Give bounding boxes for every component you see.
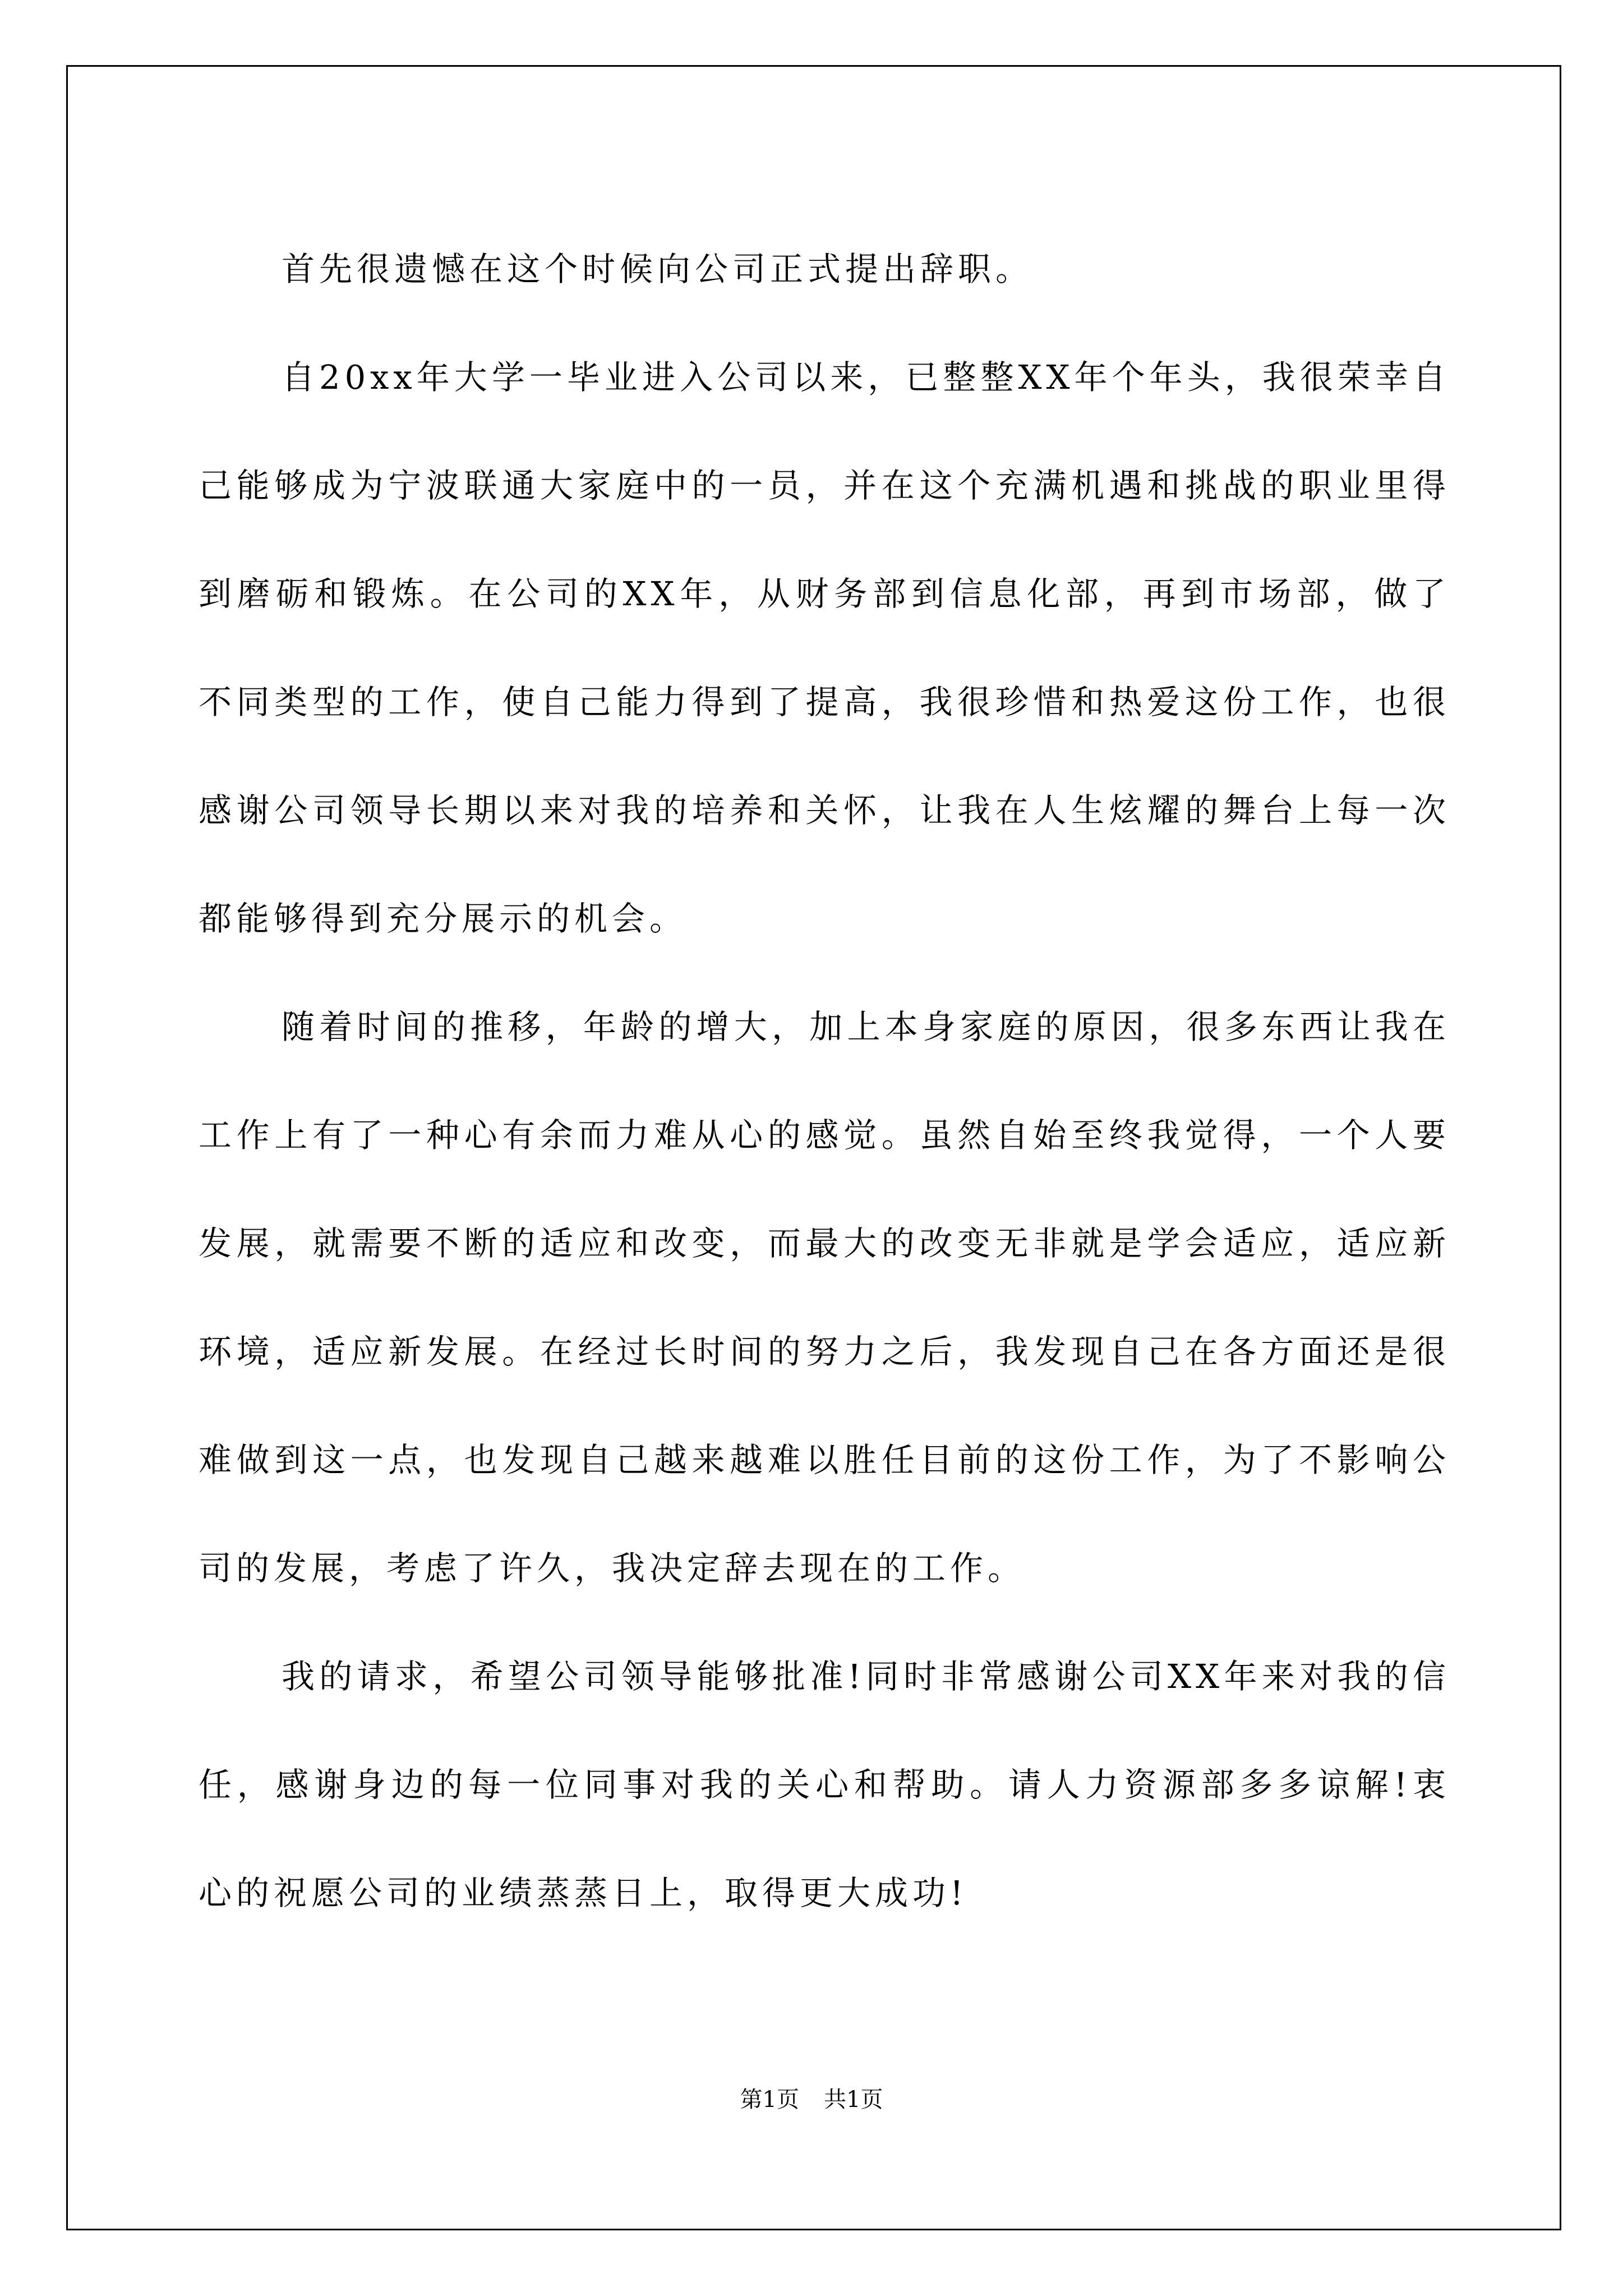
page-number-current: 第1页 [740, 2087, 799, 2113]
document-body [199, 215, 1450, 1947]
page-number-total: 共1页 [824, 2087, 883, 2113]
paragraph-resignation-reason: 随着时间的推移，年龄的增大，加上本身家庭的原因，很多东西让我在工作上有了一种心有余而力难从心的感觉。虽然自始至终我觉得，一个人要发展，就需要不断的适应和改变，而最大的改变无非就是学会适应，适应新环境，适应新发展。在经过长时间的努力之后，我发现自己在各方面还是很难做到这一点，也发现自己越来越难以胜任目前的这份工作，为了不影响公司的发展，考虑了许久，我决定辞去现在的工作。 [199, 1007, 1450, 1588]
paragraph-closing-thanks: 我的请求，希望公司领导能够批准!同时非常感谢公司XX年来对我的信任，感谢身边的每一位同事对我的关心和帮助。请人力资源部多多谅解!衷心的祝愿公司的业绩蒸蒸日上，取得更大成功! [199, 1657, 1450, 1912]
paragraph-career-history: 自20xx年大学一毕业进入公司以来，已整整XX年个年头，我很荣幸自己能够成为宁波联通大家庭中的一员，并在这个充满机遇和挑战的职业里得到磨砺和锻炼。在公司的XX年，从财务部到信息化部，再到市场部，做了不同类型的工作，使自己能力得到了提高，我很珍惜和热爱这份工作，也很感谢公司领导长期以来对我的培养和关怀，让我在人生炫耀的舞台上每一次都能够得到充分展示的机会。 [199, 358, 1450, 938]
page-footer [0, 2083, 1623, 2116]
paragraph-opening: 首先很遗憾在这个时候向公司正式提出辞职。 [282, 250, 1034, 288]
